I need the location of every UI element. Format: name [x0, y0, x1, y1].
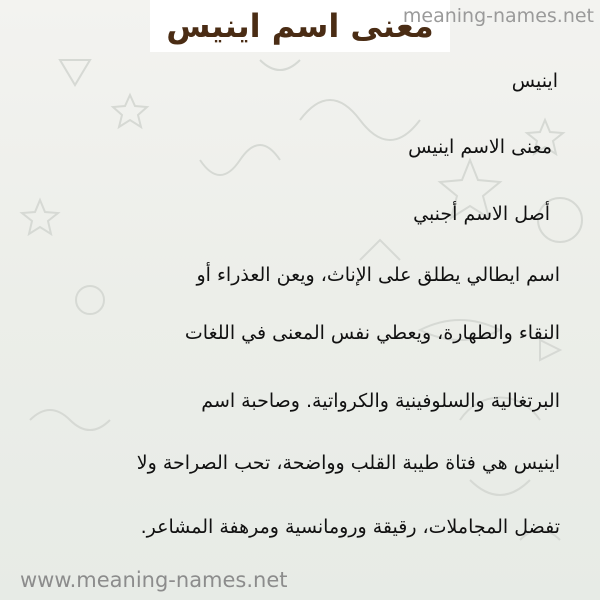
- description-line: تفضل المجاملات، رقيقة ورومانسية ومرهفة المشاعر.: [140, 516, 560, 538]
- meaning-line: معنى الاسم اينيس: [408, 136, 552, 158]
- watermark-top: meaning-names.net: [402, 5, 594, 27]
- description-line: اينيس هي فتاة طيبة القلب وواضحة، تحب الصراحة ولا: [136, 452, 560, 474]
- watermark-bottom: www.meaning-names.net: [20, 568, 288, 592]
- description-line: اسم ايطالي يطلق على الإناث، ويعن العذراء أو: [196, 264, 560, 286]
- title-bar: [0, 0, 600, 58]
- description-line: البرتغالية والسلوفينية والكرواتية. وصاحبة اسم: [201, 390, 560, 412]
- origin-line: أصل الاسم أجنبي: [413, 203, 550, 225]
- page-title: معنى اسم اينيس: [150, 0, 450, 52]
- description-line: النقاء والطهارة، ويعطي نفس المعنى في اللغات: [184, 322, 560, 344]
- name-line: اينيس: [511, 70, 558, 92]
